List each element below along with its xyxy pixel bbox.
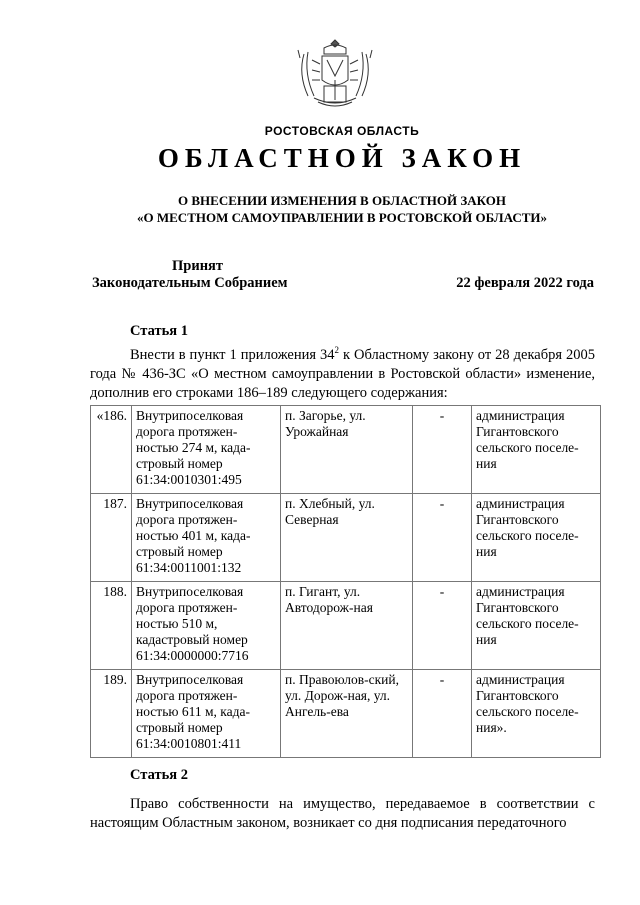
article-1-text	[90, 341, 595, 403]
row-dash: -	[413, 582, 472, 670]
law-subtitle	[0, 192, 640, 226]
subtitle-line-1: О ВНЕСЕНИИ ИЗМЕНЕНИЯ В ОБЛАСТНОЙ ЗАКОН	[178, 193, 506, 208]
article-2-paragraph: Право собственности на имущество, передаваемое в соответствии с настоящим Областным законом, возникает со дня подписания передаточного	[90, 796, 595, 831]
adoption-date: 22 февраля 2022 года	[456, 275, 594, 291]
row-dash: -	[413, 406, 472, 494]
article-1-text-b: к Областному закону от 28 декабря 2005 года № 436-ЗС «О местном самоуправлении в Ростовской области» изменение, дополнив его строками 186–189 следующего содержания:	[90, 346, 595, 401]
row-number: 188.	[91, 582, 132, 670]
row-number: 189.	[91, 670, 132, 758]
article-2-text	[90, 795, 595, 833]
subtitle-line-2: «О МЕСТНОМ САМОУПРАВЛЕНИИ В РОСТОВСКОЙ ОБЛАСТИ»	[137, 210, 547, 225]
row-dash: -	[413, 494, 472, 582]
row-owner: администрация Гигантовского сельского поселе-ния	[472, 406, 601, 494]
row-object: Внутрипоселковая дорога протяжен-ностью 274 м, када-стровый номер 61:34:0010301:495	[132, 406, 281, 494]
amendment-table	[90, 405, 601, 758]
row-number: «186.	[91, 406, 132, 494]
table-row	[91, 406, 601, 494]
adoption-block	[92, 258, 288, 292]
row-owner: администрация Гигантовского сельского поселе-ния	[472, 582, 601, 670]
table-row	[91, 494, 601, 582]
row-number: 187.	[91, 494, 132, 582]
row-address: п. Правоюлов-ский, ул. Дорож-ная, ул. Ангель-ева	[281, 670, 413, 758]
row-object: Внутрипоселковая дорога протяжен-ностью 401 м, када-стровый номер 61:34:0011001:132	[132, 494, 281, 582]
article-2-heading: Статья 2	[130, 767, 188, 783]
adopted-label: Принят	[172, 258, 224, 274]
row-address: п. Хлебный, ул. Северная	[281, 494, 413, 582]
article-1-sup: 2	[334, 345, 340, 355]
row-address: п. Гигант, ул. Автодорож-ная	[281, 582, 413, 670]
row-dash: -	[413, 670, 472, 758]
row-owner: администрация Гигантовского сельского поселе-ния	[472, 494, 601, 582]
coat-of-arms-icon	[294, 36, 376, 114]
row-object: Внутрипоселковая дорога протяжен-ностью 510 м, кадастровый номер 61:34:0000000:7716	[132, 582, 281, 670]
table-row	[91, 582, 601, 670]
table-row	[91, 670, 601, 758]
document-title: ОБЛАСТНОЙ ЗАКОН	[157, 143, 527, 173]
region-name: РОСТОВСКАЯ ОБЛАСТЬ	[264, 124, 420, 138]
row-owner: администрация Гигантовского сельского поселе-ния».	[472, 670, 601, 758]
adopted-by: Законодательным Собранием	[92, 275, 288, 291]
row-address: п. Загорье, ул. Урожайная	[281, 406, 413, 494]
article-1-text-a: Внести в пункт 1 приложения 34	[130, 346, 335, 363]
article-1-heading: Статья 1	[130, 323, 188, 339]
row-object: Внутрипоселковая дорога протяжен-ностью 611 м, када-стровый номер 61:34:0010801:411	[132, 670, 281, 758]
